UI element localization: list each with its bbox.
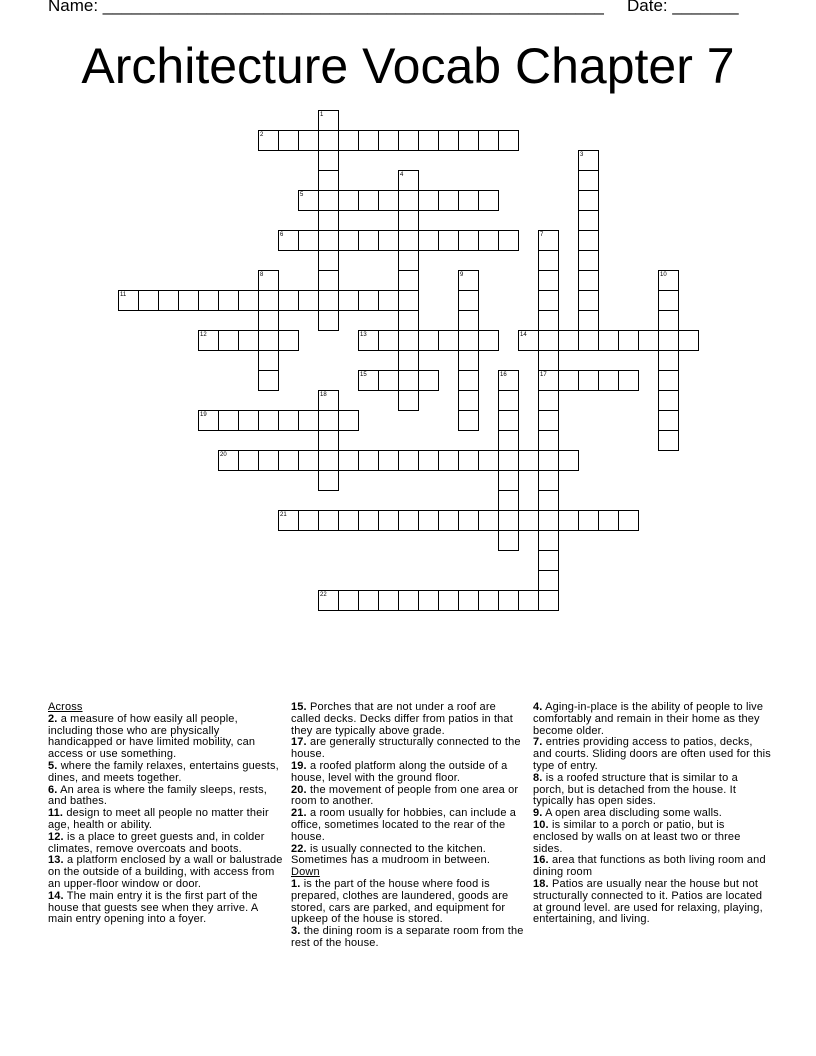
grid-cell — [278, 290, 299, 311]
grid-cell — [418, 510, 439, 531]
clue-number: 2. — [48, 712, 58, 725]
grid-cell — [578, 170, 599, 191]
grid-cell — [618, 370, 639, 391]
grid-cell — [318, 430, 339, 451]
grid-cell — [498, 390, 519, 411]
down-heading: Down — [291, 866, 320, 879]
grid-cell — [438, 450, 459, 471]
grid-cell — [458, 410, 479, 431]
clue-text: is usually connected to the kitchen. Sometimes has a mudroom in between. — [291, 842, 491, 867]
grid-cell — [498, 470, 519, 491]
clue-number: 19. — [291, 759, 307, 772]
grid-cell — [458, 310, 479, 331]
clue-text: a measure of how easily all people, including those who are physically handicapped or have limited mobility, can access or use something. — [48, 712, 256, 761]
clue-down-7 — [533, 737, 771, 772]
clue-number: 21. — [291, 807, 307, 820]
clue-across-14 — [48, 891, 284, 926]
clue-number: 16. — [533, 854, 549, 867]
grid-cell — [258, 310, 279, 331]
grid-clue-number: 13 — [360, 332, 367, 338]
grid-clue-number: 3 — [580, 152, 584, 158]
clue-number: 3. — [291, 925, 301, 938]
grid-cell — [398, 310, 419, 331]
grid-cell — [398, 590, 419, 611]
grid-clue-number: 2 — [260, 132, 264, 138]
grid-cell — [578, 330, 599, 351]
grid-cell — [478, 330, 499, 351]
grid-cell — [458, 450, 479, 471]
clue-across-11 — [48, 808, 284, 832]
clue-down-10 — [533, 820, 771, 855]
clue-number: 18. — [533, 877, 549, 890]
grid-cell — [158, 290, 179, 311]
grid-cell — [318, 290, 339, 311]
across-heading: Across — [48, 701, 83, 713]
grid-clue-number: 22 — [320, 592, 327, 598]
grid-clue-number: 9 — [460, 272, 464, 278]
grid-cell — [238, 450, 259, 471]
grid-cell — [278, 410, 299, 431]
grid-cell — [238, 290, 259, 311]
grid-cell — [278, 450, 299, 471]
clues-column-2 — [291, 702, 527, 950]
grid-cell — [358, 450, 379, 471]
grid-cell — [598, 510, 619, 531]
grid-cell — [438, 590, 459, 611]
grid-cell — [478, 590, 499, 611]
grid-cell — [378, 190, 399, 211]
grid-cell — [578, 210, 599, 231]
grid-clue-number: 11 — [120, 292, 127, 298]
grid-cell — [538, 250, 559, 271]
grid-cell — [338, 450, 359, 471]
grid-cell — [398, 250, 419, 271]
grid-cell — [418, 370, 439, 391]
clue-across-5 — [48, 761, 284, 785]
clue-number: 6. — [48, 783, 58, 796]
grid-cell — [458, 290, 479, 311]
clue-number: 1. — [291, 877, 301, 890]
grid-cell — [378, 330, 399, 351]
grid-cell — [458, 230, 479, 251]
grid-cell — [318, 210, 339, 231]
grid-cell — [458, 350, 479, 371]
grid-cell — [378, 450, 399, 471]
grid-cell — [538, 270, 559, 291]
grid-cell — [398, 230, 419, 251]
grid-clue-number: 14 — [520, 332, 527, 338]
clue-text: is the part of the house where food is prepared, clothes are laundered, goods are stored, cars are parked, and equipment for upkeep of the house is stored. — [291, 877, 509, 926]
grid-cell — [538, 570, 559, 591]
grid-cell — [318, 250, 339, 271]
clue-across-22 — [291, 844, 527, 868]
grid-clue-number: 21 — [280, 512, 287, 518]
grid-cell — [338, 290, 359, 311]
grid-cell — [398, 390, 419, 411]
grid-cell — [358, 510, 379, 531]
clue-text: area that functions as both living room and dining room — [533, 854, 766, 879]
grid-cell — [538, 470, 559, 491]
grid-cell — [358, 590, 379, 611]
clue-text: where the family relaxes, entertains guests, dines, and meets together. — [48, 759, 279, 784]
clue-text: a room usually for hobbies, can include a office, sometimes located to the rear of the house. — [291, 807, 517, 843]
grid-cell — [658, 310, 679, 331]
grid-cell — [318, 450, 339, 471]
grid-cell — [578, 290, 599, 311]
grid-cell — [258, 370, 279, 391]
grid-cell — [498, 490, 519, 511]
grid-cell — [318, 130, 339, 151]
grid-cell — [318, 310, 339, 331]
clue-number: 10. — [533, 818, 549, 831]
grid-cell — [258, 330, 279, 351]
clue-across-13 — [48, 855, 284, 890]
grid-cell — [558, 330, 579, 351]
grid-cell — [578, 510, 599, 531]
clue-across-21 — [291, 808, 527, 843]
grid-cell — [238, 330, 259, 351]
grid-cell — [418, 130, 439, 151]
grid-cell — [398, 190, 419, 211]
grid-cell — [338, 410, 359, 431]
grid-cell — [258, 450, 279, 471]
grid-cell — [178, 290, 199, 311]
clue-text: Porches that are not under a roof are called decks. Decks differ from patios in that they are typically above grade. — [291, 701, 513, 737]
clue-text: the dining room is a separate room from the rest of the house. — [291, 925, 524, 949]
clue-across-19 — [291, 761, 527, 785]
clue-number: 11. — [48, 807, 64, 820]
grid-cell — [558, 450, 579, 471]
grid-cell — [218, 290, 239, 311]
grid-cell — [438, 230, 459, 251]
grid-cell — [378, 130, 399, 151]
grid-cell — [298, 130, 319, 151]
grid-cell — [338, 130, 359, 151]
grid-cell — [538, 330, 559, 351]
grid-cell — [538, 390, 559, 411]
grid-cell — [258, 410, 279, 431]
grid-cell — [398, 450, 419, 471]
grid-cell — [298, 290, 319, 311]
grid-cell — [298, 410, 319, 431]
grid-cell — [658, 290, 679, 311]
grid-cell — [398, 270, 419, 291]
grid-cell — [538, 430, 559, 451]
grid-cell — [318, 510, 339, 531]
grid-cell — [418, 450, 439, 471]
grid-cell — [578, 230, 599, 251]
grid-clue-number: 1 — [320, 112, 324, 118]
grid-cell — [458, 190, 479, 211]
grid-cell — [418, 590, 439, 611]
grid-cell — [318, 230, 339, 251]
clue-number: 5. — [48, 759, 58, 772]
grid-cell — [338, 230, 359, 251]
grid-cell — [378, 290, 399, 311]
grid-cell — [498, 430, 519, 451]
grid-cell — [398, 350, 419, 371]
grid-cell — [498, 450, 519, 471]
grid-cell — [538, 510, 559, 531]
grid-cell — [458, 590, 479, 611]
clue-text: The main entry it is the first part of the house that guests see when they arrive. A main entry opening into a foyer. — [48, 889, 258, 926]
clue-number: 22. — [291, 842, 307, 855]
grid-clue-number: 16 — [500, 372, 507, 378]
grid-cell — [358, 230, 379, 251]
grid-cell — [558, 370, 579, 391]
grid-cell — [378, 230, 399, 251]
grid-cell — [458, 390, 479, 411]
grid-cell — [498, 530, 519, 551]
grid-cell — [438, 330, 459, 351]
grid-cell — [518, 450, 539, 471]
grid-cell — [398, 290, 419, 311]
grid-cell — [438, 190, 459, 211]
grid-cell — [578, 310, 599, 331]
clue-number: 13. — [48, 854, 64, 867]
grid-cell — [638, 330, 659, 351]
grid-cell — [538, 310, 559, 331]
grid-cell — [578, 270, 599, 291]
grid-cell — [418, 330, 439, 351]
grid-cell — [498, 130, 519, 151]
grid-cell — [198, 290, 219, 311]
grid-clue-number: 17 — [540, 372, 547, 378]
grid-clue-number: 12 — [200, 332, 207, 338]
clue-across-12 — [48, 832, 284, 856]
grid-cell — [658, 330, 679, 351]
clue-text: is a place to greet guests and, in colder climates, remove overcoats and boots. — [48, 830, 265, 855]
grid-cell — [298, 510, 319, 531]
grid-cell — [318, 190, 339, 211]
clue-text: An area is where the family sleeps, rests, and bathes. — [48, 783, 267, 808]
grid-cell — [378, 590, 399, 611]
grid-cell — [398, 370, 419, 391]
grid-cell — [398, 210, 419, 231]
grid-cell — [318, 470, 339, 491]
grid-cell — [618, 330, 639, 351]
grid-cell — [538, 590, 559, 611]
grid-cell — [278, 330, 299, 351]
grid-cell — [318, 170, 339, 191]
clue-down-4 — [533, 702, 771, 737]
grid-cell — [378, 370, 399, 391]
grid-cell — [478, 130, 499, 151]
grid-cell — [398, 130, 419, 151]
grid-cell — [298, 450, 319, 471]
grid-cell — [538, 450, 559, 471]
grid-cell — [258, 290, 279, 311]
grid-cell — [478, 510, 499, 531]
grid-cell — [498, 410, 519, 431]
grid-cell — [258, 350, 279, 371]
clue-down-1 — [291, 879, 527, 926]
grid-cell — [418, 190, 439, 211]
grid-cell — [558, 510, 579, 531]
clue-across-15 — [291, 702, 527, 737]
clue-text: Patios are usually near the house but not structurally connected to it. Patios are located at ground level. are used for relaxing, playing, entertaining, and living. — [533, 877, 763, 926]
clue-number: 14. — [48, 889, 64, 902]
clue-text: A open area discluding some walls. — [545, 807, 723, 820]
grid-cell — [658, 430, 679, 451]
clue-across-2 — [48, 714, 284, 761]
grid-clue-number: 4 — [400, 172, 404, 178]
grid-cell — [458, 130, 479, 151]
grid-cell — [338, 590, 359, 611]
grid-cell — [358, 130, 379, 151]
date-field-line: Date: _______ — [627, 0, 739, 15]
worksheet-title: Architecture Vocab Chapter 7 — [81, 38, 735, 94]
grid-cell — [538, 530, 559, 551]
grid-cell — [658, 370, 679, 391]
grid-cell — [438, 130, 459, 151]
grid-clue-number: 10 — [660, 272, 667, 278]
grid-cell — [398, 330, 419, 351]
clue-number: 7. — [533, 736, 543, 749]
clue-down-3 — [291, 926, 527, 950]
clue-text: design to meet all people no matter their age, health or ability. — [48, 807, 269, 831]
grid-clue-number: 5 — [300, 192, 304, 198]
clue-number: 8. — [533, 771, 543, 784]
grid-cell — [578, 370, 599, 391]
clue-down-18 — [533, 879, 771, 926]
grid-cell — [478, 450, 499, 471]
grid-cell — [538, 490, 559, 511]
grid-cell — [318, 150, 339, 171]
grid-cell — [478, 190, 499, 211]
grid-cell — [218, 410, 239, 431]
grid-cell — [398, 510, 419, 531]
clue-number: 4. — [533, 701, 543, 713]
clue-text: a roofed platform along the outside of a house, level with the ground floor. — [291, 759, 508, 784]
grid-cell — [358, 290, 379, 311]
clue-text: the movement of people from one area or room to another. — [291, 783, 519, 808]
grid-cell — [538, 350, 559, 371]
grid-clue-number: 20 — [220, 452, 227, 458]
grid-cell — [278, 130, 299, 151]
grid-cell — [658, 410, 679, 431]
clues-column-1 — [48, 702, 284, 926]
name-field-line: Name: _____________________________________________________ — [48, 0, 604, 15]
grid-cell — [578, 190, 599, 211]
grid-clue-number: 19 — [200, 412, 207, 418]
grid-clue-number: 7 — [540, 232, 544, 238]
grid-clue-number: 15 — [360, 372, 367, 378]
clue-number: 20. — [291, 783, 307, 796]
clue-text: are generally structurally connected to the house. — [291, 736, 521, 761]
grid-cell — [658, 390, 679, 411]
grid-cell — [138, 290, 159, 311]
clue-text: is a roofed structure that is similar to a porch, but is detached from the house. It typically has open sides. — [533, 771, 738, 808]
grid-cell — [338, 190, 359, 211]
grid-cell — [538, 550, 559, 571]
clue-text: entries providing access to patios, decks, and courts. Sliding doors are often used for this type of entry. — [533, 736, 771, 772]
grid-cell — [618, 510, 639, 531]
grid-cell — [318, 270, 339, 291]
grid-clue-number: 6 — [280, 232, 284, 238]
grid-cell — [658, 350, 679, 371]
grid-cell — [518, 510, 539, 531]
grid-cell — [578, 250, 599, 271]
grid-cell — [418, 230, 439, 251]
grid-cell — [518, 590, 539, 611]
grid-cell — [458, 330, 479, 351]
grid-cell — [538, 410, 559, 431]
clue-number: 15. — [291, 701, 307, 713]
clue-text: Aging-in-place is the ability of people to live comfortably and remain in their home as they become older. — [533, 701, 764, 737]
clue-down-16 — [533, 855, 771, 879]
grid-cell — [478, 230, 499, 251]
grid-cell — [498, 230, 519, 251]
grid-cell — [498, 590, 519, 611]
clue-text: a platform enclosed by a wall or balustrade on the outside of a building, with access from an upper-floor window or door. — [48, 854, 283, 890]
clue-down-8 — [533, 773, 771, 808]
grid-cell — [458, 370, 479, 391]
grid-cell — [318, 410, 339, 431]
grid-clue-number: 18 — [320, 392, 327, 398]
grid-cell — [598, 330, 619, 351]
grid-cell — [678, 330, 699, 351]
clues-column-3 — [533, 702, 771, 926]
clue-across-6 — [48, 785, 284, 809]
grid-cell — [538, 290, 559, 311]
clue-across-17 — [291, 737, 527, 761]
grid-cell — [458, 510, 479, 531]
grid-cell — [358, 190, 379, 211]
grid-cell — [238, 410, 259, 431]
clue-number: 12. — [48, 830, 64, 843]
grid-cell — [378, 510, 399, 531]
grid-cell — [498, 510, 519, 531]
grid-cell — [598, 370, 619, 391]
clue-across-20 — [291, 785, 527, 809]
grid-cell — [298, 230, 319, 251]
clue-text: is similar to a porch or patio, but is enclosed by walls on at least two or three sides. — [533, 818, 741, 855]
grid-clue-number: 8 — [260, 272, 264, 278]
clue-number: 9. — [533, 807, 543, 820]
grid-cell — [218, 330, 239, 351]
grid-cell — [438, 510, 459, 531]
clue-number: 17. — [291, 736, 307, 749]
grid-cell — [338, 510, 359, 531]
